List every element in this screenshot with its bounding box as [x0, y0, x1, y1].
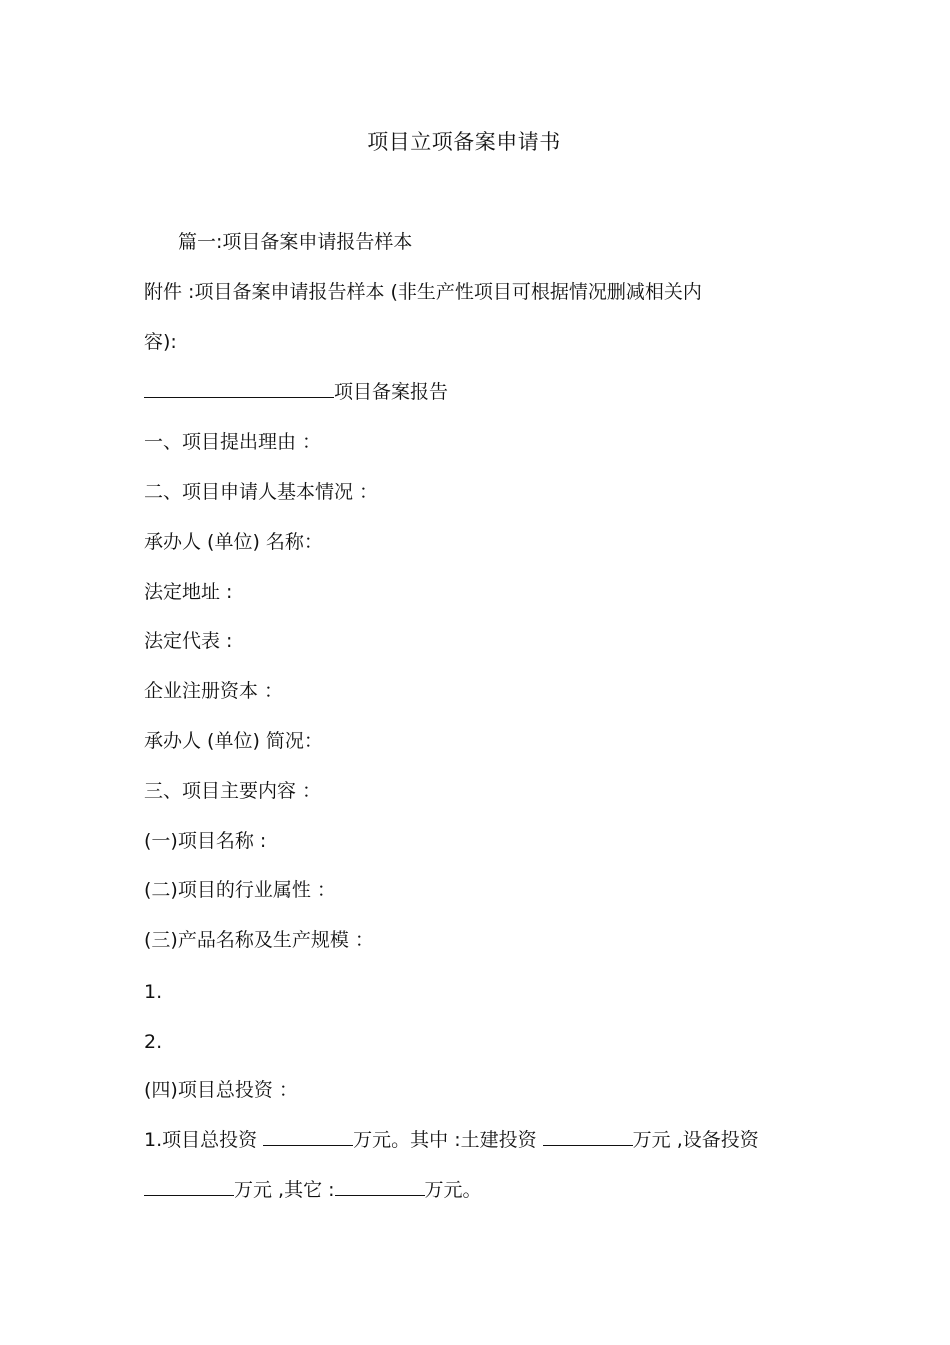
investment-line-1 — [144, 1127, 759, 1153]
item-project-name: (一)项目名称 : — [144, 830, 267, 852]
attachment-line-2: 容): — [144, 331, 177, 353]
item-reg-capital: 企业注册资本 ： — [144, 680, 284, 702]
document-title: 项目立项备案申请书 — [367, 130, 561, 154]
item-applicant-basic: 二、项目申请人基本情况 ： — [144, 481, 379, 503]
item-num-2: 2. — [144, 1031, 163, 1053]
item-org-name: 承办人 (单位) 名称： — [144, 531, 323, 553]
other-investment-blank — [335, 1177, 425, 1196]
total-investment-blank — [263, 1127, 353, 1146]
attachment-line-1: 附件 :项目备案申请报告样本 (非生产性项目可根据情况删减相关内 — [144, 281, 702, 303]
investment-line-1-part1: 1.项目总投资 — [144, 1129, 264, 1151]
report-title-line — [144, 379, 448, 405]
investment-line-1-part3: 万元 ,设备投资 — [632, 1129, 759, 1151]
equipment-investment-blank — [144, 1177, 234, 1196]
report-name-blank — [144, 379, 334, 398]
item-num-1: 1. — [144, 981, 163, 1003]
item-legal-address: 法定地址 : — [144, 581, 233, 603]
section-heading: 篇一:项目备案申请报告样本 — [178, 231, 413, 253]
investment-line-2-part2: 万元。 — [424, 1179, 482, 1201]
item-total-investment: (四)项目总投资 ： — [144, 1079, 298, 1101]
item-legal-rep: 法定代表 : — [144, 630, 233, 652]
investment-line-2-part1: 万元 ,其它 : — [234, 1179, 335, 1201]
item-industry: (二)项目的行业属性 ： — [144, 879, 336, 901]
construction-investment-blank — [543, 1127, 633, 1146]
item-main-content: 三、项目主要内容 ： — [144, 780, 322, 802]
report-title-suffix: 项目备案报告 — [334, 381, 449, 403]
investment-line-1-part2: 万元。其中 :土建投资 — [353, 1129, 543, 1151]
item-org-summary: 承办人 (单位) 简况： — [144, 730, 323, 752]
investment-line-2 — [144, 1177, 482, 1203]
item-product-scale: (三)产品名称及生产规模 ： — [144, 929, 374, 951]
item-reason: 一、项目提出理由 ： — [144, 431, 322, 453]
